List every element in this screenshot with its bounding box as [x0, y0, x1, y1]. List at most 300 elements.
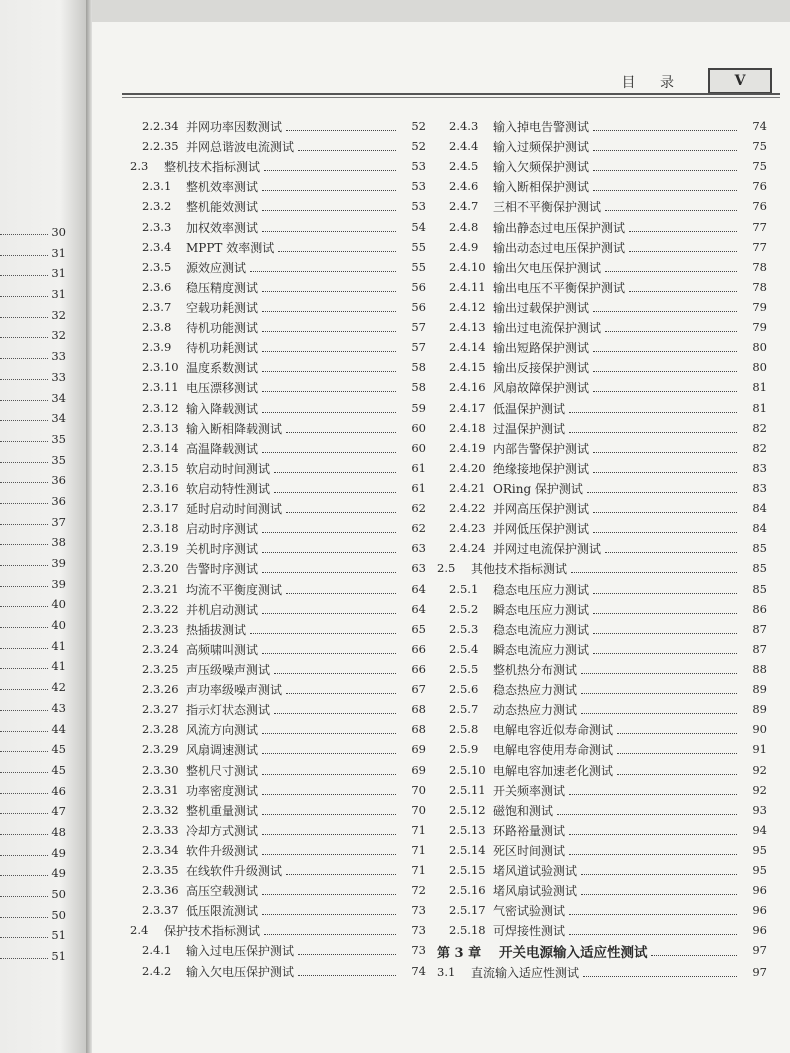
entry-number: 2.3.2 [142, 199, 172, 214]
toc-entry [130, 498, 426, 518]
entry-page: 90 [752, 722, 767, 737]
entry-number: 2.4.10 [449, 259, 486, 274]
entry-title: 风扇调速测试 [186, 743, 259, 758]
entry-number: 2.3.21 [142, 581, 179, 596]
entry-number: 2.3.7 [142, 299, 172, 314]
dot-leader [262, 552, 396, 553]
toc-entry [437, 558, 767, 578]
entry-title: 温度系数测试 [186, 361, 259, 376]
entry-number: 2.4.11 [449, 279, 486, 294]
entry-number: 2.5.4 [449, 641, 479, 656]
running-title: 目 录 [621, 75, 684, 91]
toc-entry [130, 136, 426, 156]
page-number: 31 [51, 245, 66, 260]
entry-number: 2.5.6 [449, 682, 479, 697]
toc-entry [437, 337, 767, 357]
left-page-entry [0, 781, 70, 802]
toc-entry [437, 257, 767, 277]
dot-leader [298, 954, 396, 955]
toc-entry [130, 619, 426, 639]
dot-leader [593, 512, 737, 513]
entry-page: 87 [752, 641, 767, 656]
dot-leader [651, 955, 737, 956]
entry-page: 84 [752, 501, 767, 516]
entry-number: 2.5.10 [449, 762, 486, 777]
entry-number: 2.5.14 [449, 842, 486, 857]
entry-title: 稳压精度测试 [186, 280, 259, 295]
dot-leader [0, 627, 48, 628]
entry-page: 57 [411, 340, 426, 355]
left-page-entry [0, 801, 70, 822]
entry-page: 56 [411, 299, 426, 314]
entry-title: 并网功率因数测试 [186, 120, 283, 134]
entry-page: 60 [411, 420, 426, 435]
entry-number: 2.4.12 [449, 299, 486, 314]
entry-title: 输出过电流保护测试 [493, 321, 602, 336]
toc-entry [130, 518, 426, 538]
dot-leader [262, 914, 396, 915]
entry-number: 2.3.10 [142, 360, 179, 375]
left-page-entry [0, 615, 70, 636]
entry-number: 2.5.3 [449, 621, 479, 636]
toc-entry [130, 940, 426, 960]
entry-number: 2.3.24 [142, 641, 179, 656]
entry-title: 气密试验测试 [493, 904, 566, 919]
entry-title: 整机效率测试 [186, 180, 259, 195]
entry-number: 2.3.26 [142, 682, 179, 697]
left-page-entry [0, 719, 70, 740]
entry-page: 96 [752, 923, 767, 938]
toc-entry [130, 599, 426, 619]
entry-page: 73 [411, 923, 426, 938]
entry-title: 高压空载测试 [186, 884, 259, 899]
entry-title: 低压限流测试 [186, 904, 259, 919]
dot-leader [569, 854, 737, 855]
dot-leader [0, 958, 48, 959]
toc-entry [437, 458, 767, 478]
page-number: 37 [51, 514, 66, 529]
toc-entry [437, 820, 767, 840]
entry-title: 风扇故障保护测试 [493, 381, 590, 396]
page-number: 32 [51, 307, 66, 322]
toc-entry [437, 760, 767, 780]
entry-title: 三相不平衡保护测试 [493, 200, 602, 215]
toc-entry [130, 679, 426, 699]
entry-title: 软启动时间测试 [186, 461, 271, 476]
dot-leader [0, 358, 48, 359]
dot-leader [593, 150, 737, 151]
entry-number: 2.3.15 [142, 460, 179, 475]
toc-entry [437, 719, 767, 739]
entry-number: 2.3.29 [142, 742, 179, 757]
toc-entry [437, 136, 767, 156]
entry-page: 55 [411, 259, 426, 274]
toc-entry [130, 820, 426, 840]
entry-page: 77 [752, 239, 767, 254]
entry-page: 75 [752, 139, 767, 154]
page-number: 31 [51, 287, 66, 302]
toc-entry [130, 800, 426, 820]
page-number: 42 [51, 680, 66, 695]
entry-page: 68 [411, 722, 426, 737]
toc-entry [437, 438, 767, 458]
dot-leader [0, 234, 48, 235]
left-page-entry [0, 491, 70, 512]
dot-leader [0, 317, 48, 318]
dot-leader [0, 896, 48, 897]
dot-leader [0, 296, 48, 297]
entry-number: 2.4.1 [142, 943, 172, 958]
entry-title: 输入断相保护测试 [493, 180, 590, 195]
entry-page: 97 [752, 965, 767, 980]
entry-number: 3.1 [437, 965, 456, 980]
dot-leader [593, 371, 737, 372]
entry-number: 2.3.3 [142, 219, 172, 234]
entry-page: 83 [752, 460, 767, 475]
entry-title: 低温保护测试 [493, 401, 566, 416]
toc-entry [130, 961, 426, 981]
dot-leader [286, 874, 396, 875]
entry-page: 71 [411, 863, 426, 878]
toc-entry [130, 900, 426, 920]
dot-leader [0, 793, 48, 794]
entry-title: 整机技术指标测试 [164, 160, 261, 175]
entry-number: 第 3 章 [437, 946, 482, 962]
entry-title: 输入欠电压保护测试 [186, 964, 295, 979]
entry-number: 2.3.6 [142, 279, 172, 294]
dot-leader [286, 432, 396, 433]
dot-leader [569, 934, 737, 935]
entry-number: 2.2.34 [142, 119, 179, 133]
entry-number: 2.3.25 [142, 661, 179, 676]
entry-page: 69 [411, 762, 426, 777]
dot-leader [593, 130, 737, 131]
entry-page: 79 [752, 320, 767, 335]
page-number: 41 [51, 638, 66, 653]
entry-number: 2.3.17 [142, 501, 179, 516]
dot-leader [274, 673, 396, 674]
toc-entry [130, 780, 426, 800]
dot-leader [262, 613, 396, 614]
toc-entry [130, 719, 426, 739]
entry-page: 72 [411, 883, 426, 898]
dot-leader [583, 976, 737, 977]
left-page-entry [0, 450, 70, 471]
entry-title: 输出过载保护测试 [493, 300, 590, 315]
entry-page: 63 [411, 561, 426, 576]
entry-number: 2.3.14 [142, 440, 179, 455]
entry-page: 79 [752, 299, 767, 314]
dot-leader [0, 379, 48, 380]
entry-page: 95 [752, 842, 767, 857]
entry-page: 82 [752, 440, 767, 455]
entry-title: 空载功耗测试 [186, 300, 259, 315]
dot-leader [0, 731, 48, 732]
entry-title: 软启动特性测试 [186, 481, 271, 496]
dot-leader [617, 753, 737, 754]
toc-entry [130, 478, 426, 498]
dot-leader [262, 331, 396, 332]
dot-leader [298, 975, 396, 976]
toc-entry [130, 438, 426, 458]
dot-leader [593, 532, 737, 533]
entry-page: 67 [411, 682, 426, 697]
entry-page: 68 [411, 702, 426, 717]
entry-title: 保护技术指标测试 [164, 924, 261, 939]
toc-entry [437, 317, 767, 337]
entry-title: 电压漂移测试 [186, 381, 259, 396]
left-page-entry [0, 222, 70, 243]
left-page-entry [0, 325, 70, 346]
dot-leader [593, 170, 737, 171]
entry-title: 输入掉电告警测试 [493, 120, 590, 134]
entry-number: 2.3 [130, 159, 149, 174]
entry-number: 2.5.1 [449, 581, 479, 596]
entry-number: 2.5.15 [449, 863, 486, 878]
entry-title: 输入欠频保护测试 [493, 160, 590, 175]
page-number: 50 [51, 907, 66, 922]
entry-number: 2.5.2 [449, 601, 479, 616]
entry-title: 堵风道试验测试 [493, 864, 578, 879]
entry-page: 66 [411, 641, 426, 656]
dot-leader [617, 774, 737, 775]
entry-page: 58 [411, 360, 426, 375]
entry-title: 直流输入适应性测试 [471, 966, 580, 981]
toc-entry [437, 920, 767, 940]
dot-leader [262, 231, 396, 232]
dot-leader [569, 834, 737, 835]
dot-leader [278, 251, 396, 252]
dot-leader [286, 512, 396, 513]
entry-number: 2.5.11 [449, 782, 486, 797]
entry-number: 2.5.16 [449, 883, 486, 898]
toc-entry [437, 418, 767, 438]
toc-entry [130, 860, 426, 880]
entry-title: 高温降载测试 [186, 441, 259, 456]
entry-number: 2.3.22 [142, 601, 179, 616]
entry-number: 2.4.14 [449, 340, 486, 355]
dot-leader [605, 552, 737, 553]
dot-leader [0, 855, 48, 856]
entry-page: 84 [752, 521, 767, 536]
toc-entry [130, 880, 426, 900]
entry-title: 稳态电流应力测试 [493, 622, 590, 637]
page-number: 46 [51, 783, 66, 798]
entry-number: 2.3.30 [142, 762, 179, 777]
toc-entry [437, 297, 767, 317]
toc-entry [130, 579, 426, 599]
dot-leader [593, 653, 737, 654]
entry-title: 指示灯状态测试 [186, 703, 271, 718]
entry-page: 93 [752, 802, 767, 817]
entry-number: 2.3.19 [142, 541, 179, 556]
toc-entry [437, 116, 767, 136]
entry-page: 92 [752, 762, 767, 777]
toc-entry [437, 156, 767, 176]
toc-entry [130, 337, 426, 357]
dot-leader [262, 854, 396, 855]
dot-leader [262, 814, 396, 815]
toc-entry [130, 739, 426, 759]
page-number: 39 [51, 556, 66, 570]
entry-page: 88 [752, 661, 767, 676]
entry-title: 输出动态过电压保护测试 [493, 240, 626, 255]
toc-entry [437, 478, 767, 498]
dot-leader [593, 593, 737, 594]
toc-entry [437, 659, 767, 679]
left-page-entry [0, 367, 70, 388]
entry-number: 2.5.12 [449, 802, 486, 817]
entry-number: 2.4 [130, 923, 149, 938]
dot-leader [274, 713, 396, 714]
entry-page: 56 [411, 279, 426, 294]
dot-leader [617, 733, 737, 734]
toc-entry [437, 237, 767, 257]
entry-title: 并网总谐波电流测试 [186, 140, 295, 155]
entry-number: 2.3.35 [142, 863, 179, 878]
entry-title: 并机启动测试 [186, 602, 259, 617]
dot-leader [0, 648, 48, 649]
entry-page: 87 [752, 621, 767, 636]
dot-leader [262, 532, 396, 533]
toc-entry [130, 156, 426, 176]
toc-entry [437, 217, 767, 237]
entry-page: 62 [411, 501, 426, 516]
entry-title: 声功率级噪声测试 [186, 683, 283, 698]
toc-column-right [437, 116, 767, 983]
dot-leader [264, 170, 396, 171]
page-number: 49 [51, 866, 66, 881]
left-page-entry [0, 429, 70, 450]
dot-leader [587, 492, 737, 493]
entry-page: 78 [752, 279, 767, 294]
entry-page: 53 [411, 199, 426, 214]
dot-leader [581, 713, 737, 714]
toc-entry [130, 920, 426, 940]
entry-number: 2.3.37 [142, 903, 179, 918]
dot-leader [262, 452, 396, 453]
toc-entry [130, 538, 426, 558]
entry-page: 92 [752, 782, 767, 797]
entry-title: 电解电容加速老化测试 [493, 763, 614, 778]
page-number: 35 [51, 431, 66, 446]
toc-entry [437, 739, 767, 759]
entry-number: 2.3.1 [142, 179, 172, 194]
entry-title: 延时启动时间测试 [186, 502, 283, 517]
entry-number: 2.3.27 [142, 702, 179, 717]
toc-entry [437, 599, 767, 619]
toc-entry [437, 699, 767, 719]
left-page-entry [0, 346, 70, 367]
left-page-entry [0, 388, 70, 409]
entry-number: 2.4.23 [449, 521, 486, 536]
dot-leader [264, 934, 396, 935]
entry-page: 55 [411, 239, 426, 254]
entry-page: 64 [411, 581, 426, 596]
dot-leader [581, 894, 737, 895]
dot-leader [262, 753, 396, 754]
entry-number: 2.4.24 [449, 541, 486, 556]
dot-leader [0, 503, 48, 504]
dot-leader [0, 337, 48, 338]
dot-leader [262, 733, 396, 734]
page-number: 45 [51, 762, 66, 777]
page-number: 30 [51, 225, 66, 239]
entry-page: 52 [411, 139, 426, 154]
entry-number: 2.5.9 [449, 742, 479, 757]
dot-leader [557, 814, 737, 815]
entry-number: 2.5.8 [449, 722, 479, 737]
dot-leader [262, 894, 396, 895]
dot-leader [569, 432, 737, 433]
entry-number: 2.4.20 [449, 460, 486, 475]
dot-leader [0, 275, 48, 276]
dot-leader [0, 482, 48, 483]
dot-leader [569, 412, 737, 413]
entry-number: 2.4.9 [449, 239, 479, 254]
dot-leader [274, 472, 396, 473]
entry-page: 54 [411, 219, 426, 234]
page-number: 39 [51, 576, 66, 591]
dot-leader [0, 441, 48, 442]
entry-page: 65 [411, 621, 426, 636]
entry-title: MPPT 效率测试 [186, 240, 275, 255]
entry-page: 73 [411, 903, 426, 918]
dot-leader [0, 544, 48, 545]
page-number: 40 [51, 597, 66, 612]
dot-leader [605, 210, 737, 211]
entry-page: 71 [411, 842, 426, 857]
entry-page: 85 [752, 541, 767, 556]
dot-leader [0, 834, 48, 835]
entry-title: 输出静态过电压保护测试 [493, 220, 626, 235]
entry-page: 80 [752, 360, 767, 375]
toc-entry [437, 619, 767, 639]
entry-page: 95 [752, 863, 767, 878]
left-page-entry [0, 884, 70, 905]
toc-entry [437, 679, 767, 699]
dot-leader [593, 391, 737, 392]
entry-number: 2.4.19 [449, 440, 486, 455]
toc-entry [130, 699, 426, 719]
entry-title: 其他技术指标测试 [471, 562, 568, 577]
page-header [122, 68, 780, 96]
left-page-entry [0, 760, 70, 781]
entry-page: 58 [411, 380, 426, 395]
page-number: 51 [51, 928, 66, 943]
entry-number: 2.3.36 [142, 883, 179, 898]
dot-leader [262, 794, 396, 795]
left-page-entry [0, 263, 70, 284]
entry-number: 2.5.7 [449, 702, 479, 717]
dot-leader [0, 917, 48, 918]
entry-number: 2.3.23 [142, 621, 179, 636]
entry-title: 环路裕量测试 [493, 823, 566, 838]
entry-number: 2.3.11 [142, 380, 179, 395]
toc-entry [130, 237, 426, 257]
dot-leader [593, 190, 737, 191]
toc-entry [437, 538, 767, 558]
dot-leader [262, 774, 396, 775]
header-rule [122, 93, 780, 95]
entry-number: 2.5 [437, 561, 456, 576]
dot-leader [593, 472, 737, 473]
entry-title: 并网过电流保护测试 [493, 542, 602, 557]
dot-leader [262, 653, 396, 654]
left-page-entry [0, 946, 70, 967]
entry-number: 2.4.21 [449, 480, 486, 495]
dot-leader [0, 689, 48, 690]
